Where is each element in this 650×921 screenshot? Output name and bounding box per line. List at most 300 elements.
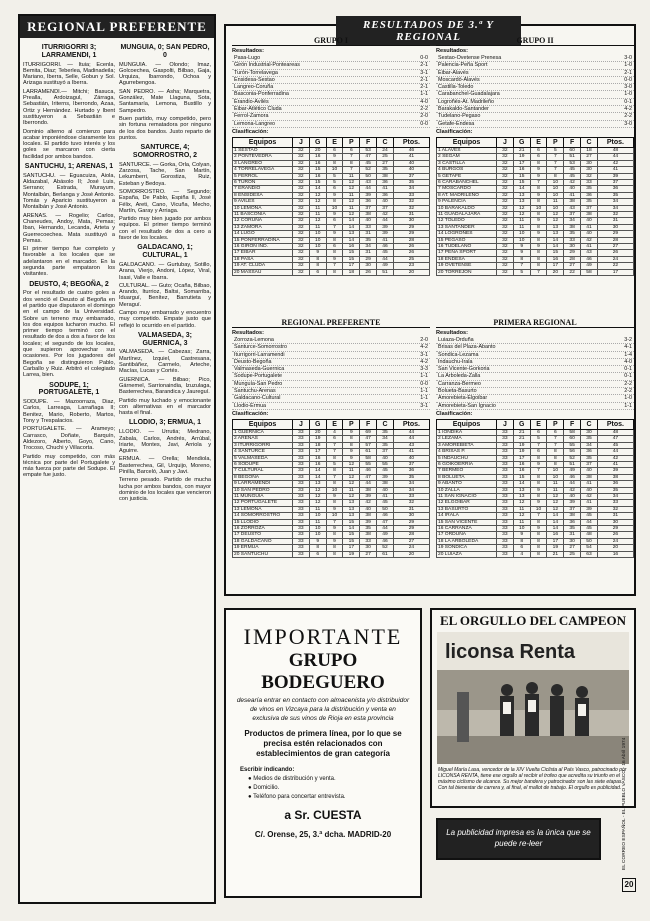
match-row [232, 359, 430, 366]
team-name: 6 SODUPE [233, 462, 293, 468]
stat-cell: 15 [343, 538, 360, 544]
stat-cell: 30 [360, 263, 377, 269]
stat-cell: 44 [360, 481, 377, 487]
stat-cell: 19 [309, 436, 326, 442]
stat-cell: 42 [597, 455, 633, 461]
stat-cell: 29 [564, 250, 581, 256]
stat-cell: 36 [360, 199, 377, 205]
stat-cell: 32 [293, 256, 310, 262]
stat-cell: 33 [497, 449, 514, 455]
match-score: 2-2 [420, 106, 428, 113]
team-name: 1 ALAVES [437, 147, 497, 153]
classification-label: Clasificación: [232, 410, 269, 417]
team-name: 13 SANTANDER [437, 224, 497, 230]
match-score: 4-2 [420, 344, 428, 351]
stat-cell: 30 [393, 513, 429, 519]
stat-cell: 34 [597, 205, 633, 211]
stat-cell: 53 [564, 160, 581, 166]
match-row [232, 84, 430, 91]
stat-cell: 30 [597, 519, 633, 525]
stat-cell: 32 [497, 199, 514, 205]
stat-cell: 32 [393, 199, 429, 205]
match-teams: Barakaldo-Santander [438, 106, 489, 113]
stat-cell: 13 [309, 481, 326, 487]
stat-cell: 33 [393, 192, 429, 198]
orgullo-title: EL ORGULLO DEL CAMPEON [440, 613, 626, 628]
stat-cell: 12 [309, 487, 326, 493]
stat-cell: 13 [513, 192, 530, 198]
column-header: E [530, 137, 547, 147]
stat-cell: 8 [326, 545, 343, 551]
stat-cell: 44 [393, 429, 429, 435]
stat-cell: 9 [309, 538, 326, 544]
match-row [436, 70, 634, 77]
stat-cell: 13 [547, 231, 564, 237]
stat-cell: 16 [309, 455, 326, 461]
group-title: PRIMERA REGIONAL [436, 318, 634, 328]
match-teams: Carranza-Bermeo [438, 380, 481, 387]
stat-cell: 13 [343, 231, 360, 237]
chronicle-paragraph: Buen partido, muy competido, pero sin fortuna rematadora por ninguno de los dos bandos. Justo reparto de puntos. [119, 115, 211, 141]
team-name: 18 LA ARBOLEDA [437, 538, 497, 544]
stat-cell: 32 [293, 244, 310, 250]
stat-cell: 27 [581, 154, 598, 160]
stat-cell: 50 [377, 506, 394, 512]
chronicle-paragraph: ITURRIGORRI. — Ituia; Ecenla, Bemita, Diaz; Teberlea, Madinadeila; Mariano, Iberra, Selle, Gobun y Sol. Arizaga sustituyó a Iberra. [23, 61, 115, 87]
stat-cell: 7 [326, 474, 343, 480]
stat-cell: 32 [293, 160, 310, 166]
match-teams: Sestao-Ovetense Prenesa [438, 55, 502, 61]
stat-cell: 33 [293, 455, 310, 461]
stat-cell: 11 [513, 224, 530, 230]
chronicle-heading: SANTUCHU, 1; ARENAS, 1 [24, 163, 114, 171]
stat-cell: 44 [377, 526, 394, 532]
team-name: 2 LEZAMA [437, 436, 497, 442]
stat-cell: 6 [326, 186, 343, 192]
match-teams: Amorebieta-San Ignacio [438, 402, 496, 409]
ad-item: ● Domicilio. [248, 785, 280, 791]
stat-cell: 34 [393, 481, 429, 487]
team-name: 17 PEÑA SPORT [437, 250, 497, 256]
chronicle-paragraph: SAN PEDRO. — Asha; Marquetra, González, Mate Llaguna, Sota, Santamaría, Lemona, Bustillo y Sampedro. [119, 88, 211, 114]
stat-cell: 10 [513, 237, 530, 243]
chronicle-paragraph: Dominio alterno al comienzo para acabar imponiéndose claramente los locales. El partido tuvo interés y los goles se marcaron con cierta facilidad por ambos bandos. [23, 128, 115, 160]
match-score: 2-2 [624, 388, 632, 395]
team-name: 19 SONDICA [437, 545, 497, 551]
stat-cell: 45 [581, 513, 598, 519]
stat-cell: 13 [513, 494, 530, 500]
stat-cell: 14 [309, 186, 326, 192]
stat-cell: 12 [343, 186, 360, 192]
stat-cell: 40 [393, 160, 429, 166]
stat-cell: 33 [497, 526, 514, 532]
stat-cell: 45 [360, 160, 377, 166]
stat-cell: 8 [530, 538, 547, 544]
stat-cell: 21 [513, 147, 530, 153]
stat-cell: 10 [513, 231, 530, 237]
match-score: 3-0 [624, 55, 632, 61]
stat-cell: 12 [513, 205, 530, 211]
stat-cell: 33 [293, 481, 310, 487]
match-score: 3-0 [624, 84, 632, 91]
match-row [436, 359, 634, 366]
stat-cell: 40 [377, 199, 394, 205]
column-header: Ptos. [597, 419, 633, 429]
chronicle-heading: DEUSTO, 4; BEGOÑA, 2 [29, 280, 109, 288]
stat-cell: 7 [547, 436, 564, 442]
stat-cell: 7 [547, 154, 564, 160]
stat-cell: 39 [360, 192, 377, 198]
stat-cell: 53 [360, 147, 377, 153]
team-name: 10 ZALLA [437, 487, 497, 493]
match-row [436, 99, 634, 106]
stat-cell: 33 [293, 442, 310, 448]
stat-cell: 7 [513, 263, 530, 269]
stat-cell: 15 [513, 474, 530, 480]
stat-cell: 9 [530, 192, 547, 198]
match-score: 3-1 [420, 351, 428, 358]
stat-cell: 14 [513, 481, 530, 487]
stat-cell: 47 [597, 436, 633, 442]
column-header: J [497, 137, 514, 147]
stat-cell: 19 [513, 442, 530, 448]
stat-cell: 8 [513, 538, 530, 544]
stat-cell: 5 [326, 173, 343, 179]
stat-cell: 9 [530, 526, 547, 532]
stat-cell: 10 [326, 167, 343, 173]
stat-cell: 33 [293, 474, 310, 480]
stat-cell: 12 [547, 218, 564, 224]
stat-cell: 35 [564, 526, 581, 532]
team-name: 20 SANTUCHU [233, 551, 293, 557]
stat-cell: 44 [377, 256, 394, 262]
stat-cell: 8 [309, 256, 326, 262]
stat-cell: 44 [597, 154, 633, 160]
stat-cell: 29 [597, 526, 633, 532]
stat-cell: 48 [581, 532, 598, 538]
stat-cell: 9 [326, 526, 343, 532]
column-header: Ptos. [393, 419, 429, 429]
team-name: 11 MUNGUIA [233, 494, 293, 500]
results-label: Resultados: [232, 330, 265, 336]
stat-cell: 43 [393, 442, 429, 448]
stat-cell: 33 [497, 545, 514, 551]
stat-cell: 10 [530, 506, 547, 512]
match-row [436, 84, 634, 91]
match-row [232, 70, 430, 77]
stat-cell: 32 [497, 263, 514, 269]
stat-cell: 14 [547, 519, 564, 525]
stat-cell: 12 [309, 192, 326, 198]
stat-cell: 38 [377, 173, 394, 179]
match-teams: Castilla-Toledo [438, 84, 474, 91]
stat-cell: 35 [564, 231, 581, 237]
stat-cell: 28 [597, 237, 633, 243]
stat-cell: 36 [564, 519, 581, 525]
stat-cell: 29 [597, 231, 633, 237]
stat-cell: 11 [343, 468, 360, 474]
chronicle-column-2 [119, 41, 211, 903]
stat-cell: 10 [309, 231, 326, 237]
stat-cell: 37 [597, 180, 633, 186]
stat-cell: 33 [497, 506, 514, 512]
match-row [232, 344, 430, 351]
classification-table [232, 419, 430, 558]
stat-cell: 52 [564, 455, 581, 461]
stat-cell: 23 [393, 263, 429, 269]
stat-cell: 9 [530, 487, 547, 493]
stat-cell: 32 [293, 154, 310, 160]
stat-cell: 39 [597, 468, 633, 474]
stat-cell: 8 [530, 519, 547, 525]
stat-cell: 17 [343, 263, 360, 269]
match-row [436, 344, 634, 351]
stat-cell: 11 [547, 487, 564, 493]
match-teams: Luiaza-Orduña [438, 337, 474, 343]
stat-cell: 32 [293, 263, 310, 269]
stat-cell: 32 [497, 173, 514, 179]
column-header: E [326, 137, 343, 147]
stat-cell: 8 [326, 468, 343, 474]
stat-cell: 40 [377, 487, 394, 493]
column-header: J [497, 419, 514, 429]
match-teams: Bolueta-Basurto [438, 388, 477, 395]
stat-cell: 7 [530, 180, 547, 186]
results-label: Resultados: [232, 48, 265, 54]
stat-cell: 32 [497, 154, 514, 160]
stat-cell: 31 [597, 218, 633, 224]
group-title: GRUPO II [436, 36, 634, 46]
stat-cell: 60 [564, 436, 581, 442]
stat-cell: 21 [547, 551, 564, 557]
stat-cell: 8 [530, 237, 547, 243]
stat-cell: 43 [564, 205, 581, 211]
team-name: 1 IONDIKA [437, 429, 497, 435]
stat-cell: 8 [530, 212, 547, 218]
team-name: 10 BARAKALDO [437, 205, 497, 211]
stat-cell: 42 [581, 494, 598, 500]
stat-cell: 41 [581, 224, 598, 230]
stat-cell: 35 [377, 442, 394, 448]
stat-cell: 32 [293, 269, 310, 275]
stat-cell: 32 [581, 173, 598, 179]
team-name: 6 GOIKOERRIA [437, 462, 497, 468]
stat-cell: 11 [309, 224, 326, 230]
stat-cell: 25 [377, 154, 394, 160]
column-header: P [547, 419, 564, 429]
stat-cell: 8 [530, 160, 547, 166]
stat-cell: 7 [326, 519, 343, 525]
stat-cell: 32 [293, 180, 310, 186]
stat-cell: 10 [326, 513, 343, 519]
chronicle-heading: MUNGUIA, 0; SAN PEDRO, 0 [120, 44, 210, 59]
stat-cell: 44 [597, 449, 633, 455]
stat-cell: 8 [530, 551, 547, 557]
stat-cell: 16 [547, 532, 564, 538]
stat-cell: 10 [309, 244, 326, 250]
stat-cell: 33 [293, 532, 310, 538]
regional-preferente-table [232, 318, 430, 558]
stat-cell: 36 [581, 192, 598, 198]
stat-cell: 37 [581, 205, 598, 211]
stat-cell: 30 [597, 224, 633, 230]
stat-cell: 60 [564, 147, 581, 153]
stat-cell: 33 [497, 519, 514, 525]
stat-cell: 8 [326, 551, 343, 557]
column-header: Equipos [233, 419, 293, 429]
stat-cell: 32 [497, 244, 514, 250]
stat-cell: 8 [326, 269, 343, 275]
chronicle-paragraph: SOMORROSTRO. — Segundo; España, De Pablo, Espiña II, José Félix, Areti, Cano, Vicuña, Mecho, Martín, Garay y Arriaga. [119, 188, 211, 214]
stat-cell: 33 [497, 500, 514, 506]
team-name: 3 ITURRIGORRI [233, 442, 293, 448]
team-name: 14 LUGO [233, 231, 293, 237]
match-score: 2-2 [624, 380, 632, 387]
stat-cell: 32 [393, 205, 429, 211]
stat-cell: 36 [581, 449, 598, 455]
stat-cell: 9 [326, 154, 343, 160]
stat-cell: 9 [530, 462, 547, 468]
stat-cell: 30 [581, 160, 598, 166]
stat-cell: 41 [377, 186, 394, 192]
match-score: 0-0 [420, 55, 428, 61]
team-name: 2 ARENAS [233, 436, 293, 442]
stat-cell: 32 [597, 212, 633, 218]
stat-cell: 8 [547, 449, 564, 455]
chronicle-heading: ITURRIGORRI 3; LARRAMENDI, 1 [41, 44, 97, 59]
stat-cell: 14 [343, 526, 360, 532]
stat-cell: 33 [497, 436, 514, 442]
team-name: 3 AMOREBIETA [437, 442, 497, 448]
column-header: P [343, 137, 360, 147]
stat-cell: 9 [326, 212, 343, 218]
classification-table [436, 137, 634, 276]
match-teams: Palencia-Peña Sport [438, 62, 488, 69]
stat-cell: 21 [513, 429, 530, 435]
stat-cell: 45 [377, 250, 394, 256]
stat-cell: 10 [547, 180, 564, 186]
stat-cell: 19 [547, 545, 564, 551]
column-header: J [293, 419, 310, 429]
column-header: P [547, 137, 564, 147]
stat-cell: 31 [393, 506, 429, 512]
match-score: 0-0 [420, 380, 428, 387]
stat-cell: 21 [513, 436, 530, 442]
stat-cell: 6 [326, 218, 343, 224]
match-teams: Tudelano-Pegaso [438, 113, 481, 120]
stat-cell: 38 [360, 487, 377, 493]
column-header: C [377, 419, 394, 429]
stat-cell: 32 [497, 224, 514, 230]
stat-cell: 69 [360, 429, 377, 435]
photo-banner-text: liconsa Renta [445, 641, 576, 663]
match-teams: Girón Industrial-Ponteareas [234, 62, 300, 69]
match-score: 4-2 [420, 358, 428, 365]
stat-cell: 10 [530, 205, 547, 211]
match-row [232, 77, 430, 84]
stat-cell: 35 [581, 455, 598, 461]
stat-cell: 32 [497, 237, 514, 243]
stat-cell: 33 [293, 513, 310, 519]
match-teams: Ferrol-Zamora [234, 113, 269, 120]
match-score: 1-1 [624, 402, 632, 409]
stat-cell: 9 [530, 244, 547, 250]
team-name: 9 LARRAMENDI [233, 481, 293, 487]
stat-cell: 12 [513, 212, 530, 218]
stat-cell: 35 [581, 199, 598, 205]
stat-cell: 15 [513, 180, 530, 186]
chronicle-paragraph: SANTURCE. — Gorka, Orla, Colyan, Zarzosa, Tache, San Martín, Lekumberri, Gorostiza, Ruiz, Esteban y Bedoya. [119, 161, 211, 187]
column-header: Equipos [233, 137, 293, 147]
stat-cell: 8 [309, 545, 326, 551]
stat-cell: 43 [360, 180, 377, 186]
ad-description: desearía entrar en contacto con almacenista y/o distribuidor de vinos en Vizcaya para la distribución y venta en exclusiva de sus vinos de Rioja en esta provincia [236, 697, 410, 722]
match-teams: Getafe-Endesa [438, 120, 475, 127]
stat-cell: 38 [581, 474, 598, 480]
team-name: 7 BERMEO [437, 468, 497, 474]
team-name: 2 PONTEVEDRA [233, 154, 293, 160]
stat-cell: 41 [393, 154, 429, 160]
stat-cell: 22 [564, 269, 581, 275]
chronicle-paragraph: GUERNICA. — Bilbao; Pico, Gárnemel, Sarrionaindia, Izuzulaga, Basterrechea, Barandica y Jaureguí. [119, 376, 211, 396]
match-teams: Galdacano-Cultural [234, 395, 281, 402]
team-name: 13 ZAMORA [233, 224, 293, 230]
match-row [436, 366, 634, 373]
stat-cell: 19 [513, 154, 530, 160]
stat-cell: 18 [309, 442, 326, 448]
match-teams: Sodupe-Portugalete [234, 373, 282, 380]
stat-cell: 33 [293, 429, 310, 435]
stat-cell: 17 [513, 160, 530, 166]
stat-cell: 16 [309, 173, 326, 179]
stat-cell: 43 [581, 250, 598, 256]
column-header: G [513, 137, 530, 147]
stat-cell: 32 [497, 231, 514, 237]
stat-cell: 9 [309, 250, 326, 256]
stat-cell: 32 [293, 212, 310, 218]
chronicle-paragraph: Partido muy bien jugado por ambos equipos. El primer tiempo terminó con el resultado de dos a cero a favor de los locales. [119, 216, 211, 242]
column-header: Ptos. [393, 137, 429, 147]
team-name: 3 LANGREO [233, 160, 293, 166]
stat-cell: 26 [597, 532, 633, 538]
team-name: 14 IRALA [437, 513, 497, 519]
column-header: F [360, 137, 377, 147]
match-row [436, 403, 634, 410]
team-name: 9 ABANTO [437, 481, 497, 487]
match-score: 2-1 [420, 84, 428, 91]
stat-cell: 41 [597, 167, 633, 173]
stat-cell: 33 [497, 487, 514, 493]
stat-cell: 20 [309, 147, 326, 153]
stat-cell: 32 [293, 173, 310, 179]
stat-cell: 15 [343, 256, 360, 262]
stat-cell: 55 [360, 462, 377, 468]
stat-cell: 8 [530, 199, 547, 205]
stat-cell: 33 [497, 532, 514, 538]
stat-cell: 33 [497, 455, 514, 461]
stat-cell: 10 [547, 192, 564, 198]
stat-cell: 49 [564, 468, 581, 474]
stat-cell: 4 [513, 551, 530, 557]
stat-cell: 32 [497, 205, 514, 211]
stat-cell: 9 [530, 500, 547, 506]
match-row [232, 106, 430, 113]
team-name: 9 AVILES [233, 199, 293, 205]
match-teams: Ensidesa-Sestao [234, 76, 275, 83]
ad-address: C/. Orense, 25, 3.ª dcha. MADRID-20 [254, 830, 392, 839]
stat-cell: 39 [377, 474, 394, 480]
column-header: E [530, 419, 547, 429]
